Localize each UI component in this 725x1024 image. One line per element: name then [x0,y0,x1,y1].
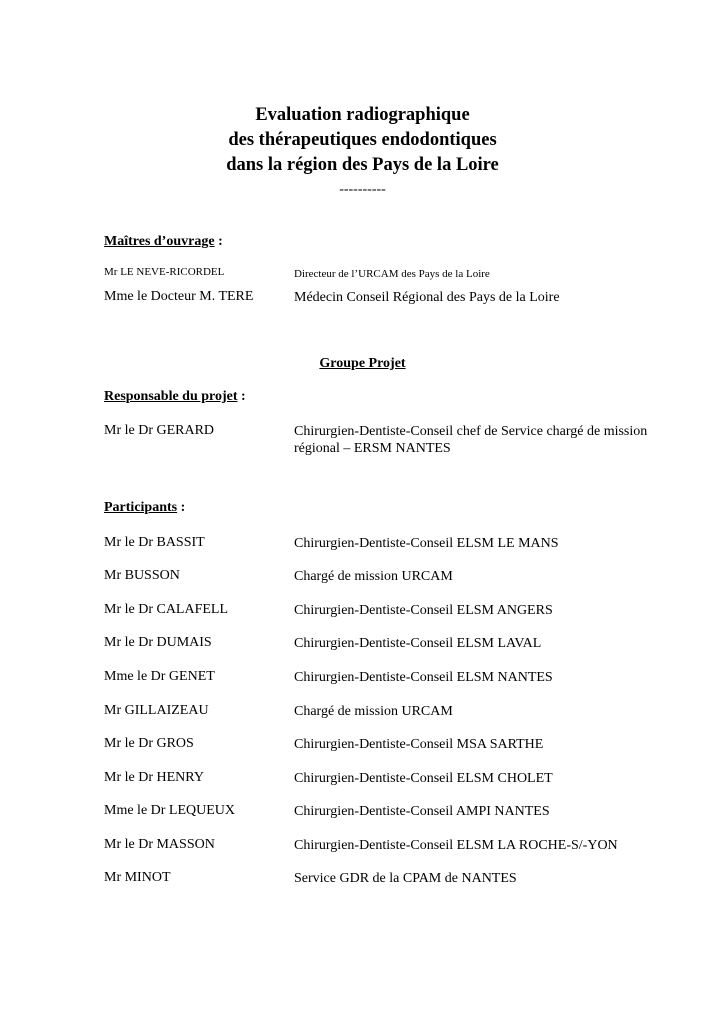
maitres-heading-label: Maîtres d’ouvrage [104,234,215,249]
participant-role: Chargé de mission URCAM [294,704,453,719]
participant-role: Chargé de mission URCAM [294,569,453,584]
maitres-heading [104,234,223,250]
maitres-role: Directeur de l’URCAM des Pays de la Loire [294,268,490,280]
participant-name: Mme le Dr LEQUEUX [104,803,236,818]
maitres-heading-suffix: : [214,234,223,249]
participant-role: Chirurgien-Dentiste-Conseil ELSM CHOLET [294,771,553,786]
participant-role: Chirurgien-Dentiste-Conseil ELSM LA ROCHE-S/-YON [294,838,618,853]
responsable-heading [104,389,246,405]
participant-role: Service GDR de la CPAM de NANTES [294,871,517,886]
participant-name: Mr le Dr MASSON [104,837,215,852]
document-title [0,103,725,178]
responsable-role: Chirurgien-Dentiste-Conseil chef de Service chargé de mission régional – ERSM NANTES [294,424,648,456]
groupe-projet-heading [0,356,725,372]
participant-role: Chirurgien-Dentiste-Conseil MSA SARTHE [294,737,544,752]
participant-role: Chirurgien-Dentiste-Conseil ELSM NANTES [294,670,553,685]
participants-heading [104,500,185,516]
participant-name: Mr le Dr HENRY [104,770,204,785]
participants-heading-label: Participants [104,500,178,515]
title-line-1: Evaluation radiographique [255,105,470,125]
maitres-name: Mme le Docteur M. TERE [104,289,254,304]
participant-name: Mr BUSSON [104,568,180,583]
participant-name: Mr GILLAIZEAU [104,703,209,718]
maitres-role: Médecin Conseil Régional des Pays de la Loire [294,290,560,305]
title-line-3: dans la région des Pays de la Loire [226,155,499,175]
participant-role: Chirurgien-Dentiste-Conseil ELSM LE MANS [294,536,559,551]
title-line-2: des thérapeutiques endodontiques [228,130,497,150]
participant-name: Mr MINOT [104,870,171,885]
responsable-heading-suffix: : [237,389,246,404]
responsable-heading-label: Responsable du projet [104,389,238,404]
participant-name: Mme le Dr GENET [104,669,215,684]
participant-role: Chirurgien-Dentiste-Conseil AMPI NANTES [294,804,550,819]
participant-role: Chirurgien-Dentiste-Conseil ELSM LAVAL [294,636,542,651]
responsable-name: Mr le Dr GERARD [104,423,215,438]
maitres-name: Mr LE NEVE-RICORDEL [104,266,225,278]
title-separator: ---------- [339,182,386,197]
participants-heading-suffix: : [177,500,186,515]
participant-name: Mr le Dr CALAFELL [104,602,229,617]
groupe-projet-label: Groupe Projet [319,356,406,371]
participant-name: Mr le Dr DUMAIS [104,635,212,650]
participant-name: Mr le Dr BASSIT [104,535,205,550]
participant-name: Mr le Dr GROS [104,736,194,751]
participant-role: Chirurgien-Dentiste-Conseil ELSM ANGERS [294,603,553,618]
